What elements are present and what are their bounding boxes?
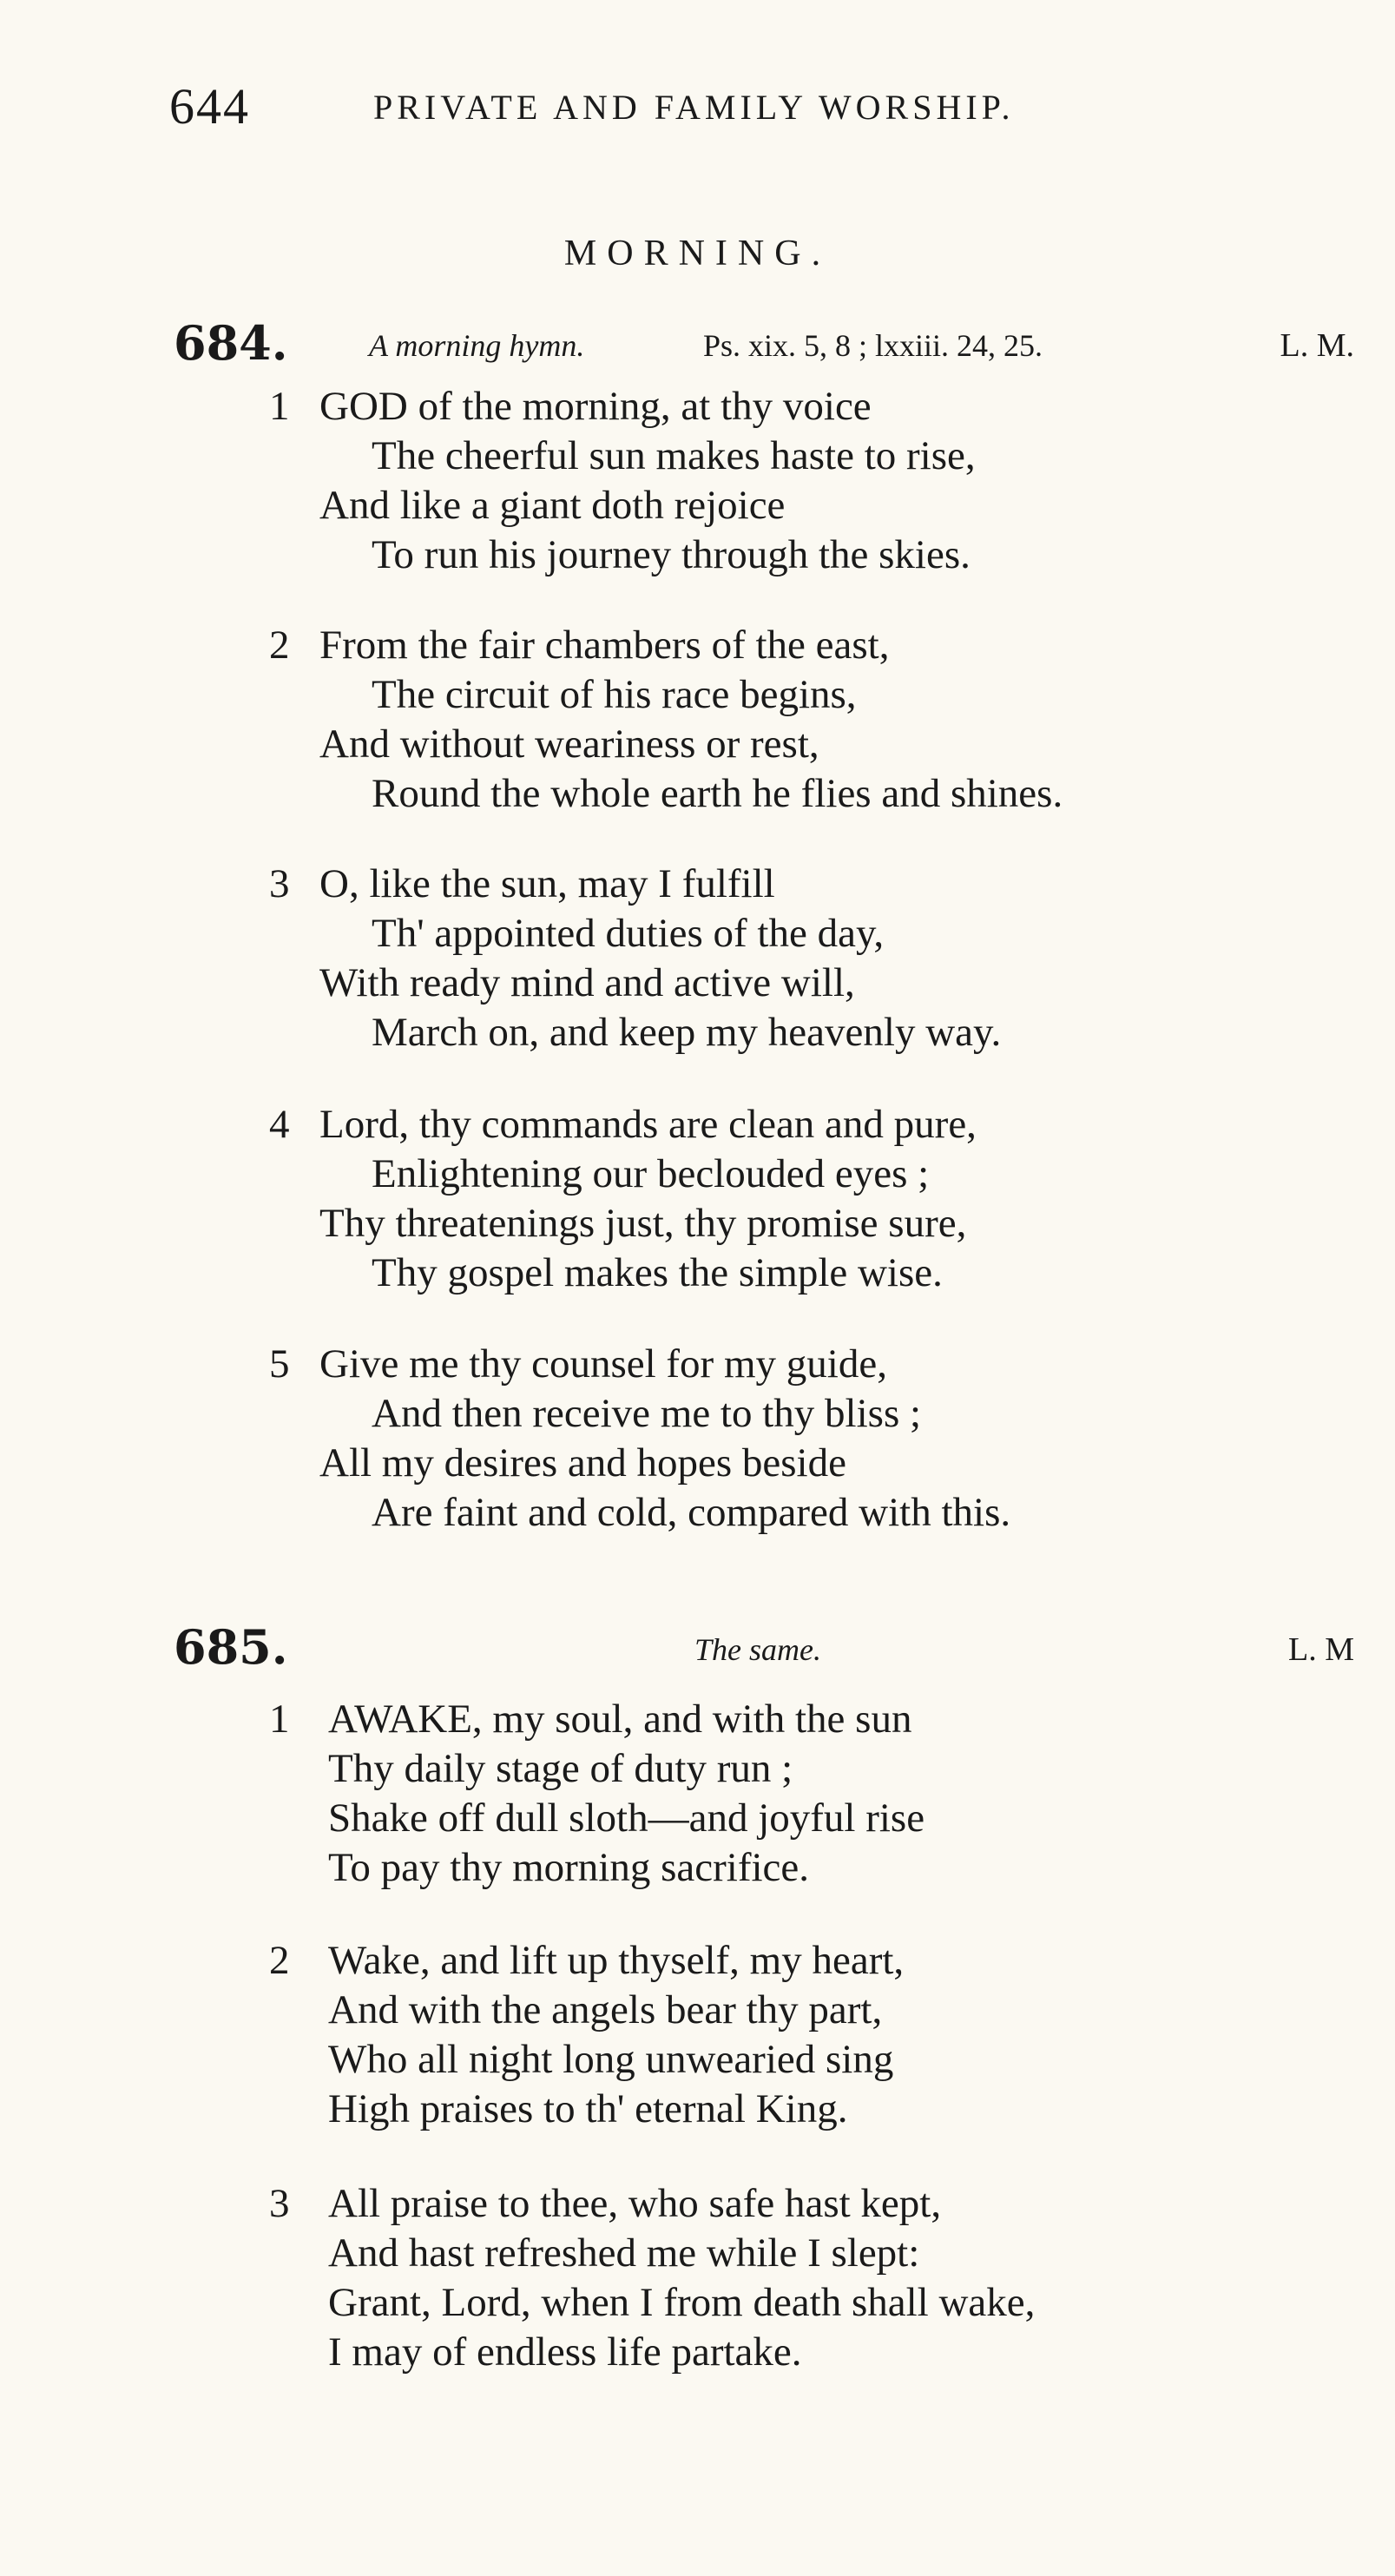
stanza-line: Thy gospel makes the simple wise. xyxy=(372,1250,943,1295)
stanza-line: GOD of the morning, at thy voice xyxy=(319,384,872,429)
stanza-line: High praises to th' eternal King. xyxy=(328,2086,848,2131)
stanza-line: And hast refreshed me while I slept: xyxy=(328,2230,920,2276)
stanza-line: And like a giant doth rejoice xyxy=(319,483,786,528)
stanza-line: Shake off dull sloth—and joyful rise xyxy=(328,1795,925,1841)
stanza-line: Lord, thy commands are clean and pure, xyxy=(319,1102,977,1147)
hymn-scripture-reference: Ps. xix. 5, 8 ; lxxiii. 24, 25. xyxy=(703,328,1043,363)
stanza-number: 3 xyxy=(269,861,290,906)
stanza-line: And then receive me to thy bliss ; xyxy=(372,1391,922,1436)
hymn-header-685 xyxy=(174,1617,1354,1677)
section-title: MORNING. xyxy=(563,234,832,273)
hymn-subject: The same. xyxy=(694,1632,821,1667)
stanza-line: Thy daily stage of duty run ; xyxy=(328,1746,793,1791)
stanza-number: 2 xyxy=(269,1938,290,1983)
stanza-line: AWAKE, my soul, and with the sun xyxy=(328,1696,912,1742)
stanza-line: Give me thy counsel for my guide, xyxy=(319,1341,887,1387)
stanza-number: 3 xyxy=(269,2181,290,2226)
hymn-meter: L. M xyxy=(1288,1631,1354,1668)
stanza-line: Wake, and lift up thyself, my heart, xyxy=(328,1938,905,1983)
stanza-number: 4 xyxy=(269,1102,290,1147)
stanza-line: The cheerful sun makes haste to rise, xyxy=(372,433,976,478)
hymn-meter: L. M. xyxy=(1280,327,1354,364)
stanza-line: March on, and keep my heavenly way. xyxy=(372,1010,1002,1055)
stanza-number: 1 xyxy=(269,384,290,429)
stanza-line: O, like the sun, may I fulfill xyxy=(319,861,775,906)
hymn-subject: A morning hymn. xyxy=(369,328,585,363)
stanza-line: Enlightening our beclouded eyes ; xyxy=(372,1151,930,1196)
stanza-number: 5 xyxy=(269,1341,290,1387)
hymn-number: 685. xyxy=(174,1619,288,1675)
stanza-number: 1 xyxy=(269,1696,290,1742)
stanza-line: Who all night long unwearied sing xyxy=(328,2037,894,2082)
hymn-header-684 xyxy=(174,313,1354,373)
stanza-number: 2 xyxy=(269,623,290,668)
stanza-line: And with the angels bear thy part, xyxy=(328,1987,883,2032)
stanza-line: Are faint and cold, compared with this. xyxy=(372,1490,1011,1535)
stanza-line: Round the whole earth he flies and shines. xyxy=(372,771,1063,816)
running-title: PRIVATE AND FAMILY WORSHIP. xyxy=(373,88,1015,127)
stanza-line: From the fair chambers of the east, xyxy=(319,623,890,668)
stanza-line: The circuit of his race begins, xyxy=(372,672,857,717)
stanza-line: Grant, Lord, when I from death shall wake, xyxy=(328,2280,1036,2325)
running-head xyxy=(169,76,1350,137)
stanza-line: I may of endless life partake. xyxy=(328,2329,802,2375)
stanza-line: And without weariness or rest, xyxy=(319,721,819,767)
hymn-number: 684. xyxy=(174,315,288,371)
page-number: 644 xyxy=(169,78,250,135)
stanza-line: All my desires and hopes beside xyxy=(319,1440,846,1486)
stanza-line: With ready mind and active will, xyxy=(319,960,855,1005)
stanza-line: To pay thy morning sacrifice. xyxy=(328,1845,810,1890)
stanza-line: All praise to thee, who safe hast kept, xyxy=(328,2181,942,2226)
stanza-line: To run his journey through the skies. xyxy=(372,532,971,577)
stanza-line: Th' appointed duties of the day, xyxy=(372,911,885,956)
stanza-line: Thy threatenings just, thy promise sure, xyxy=(319,1201,967,1246)
